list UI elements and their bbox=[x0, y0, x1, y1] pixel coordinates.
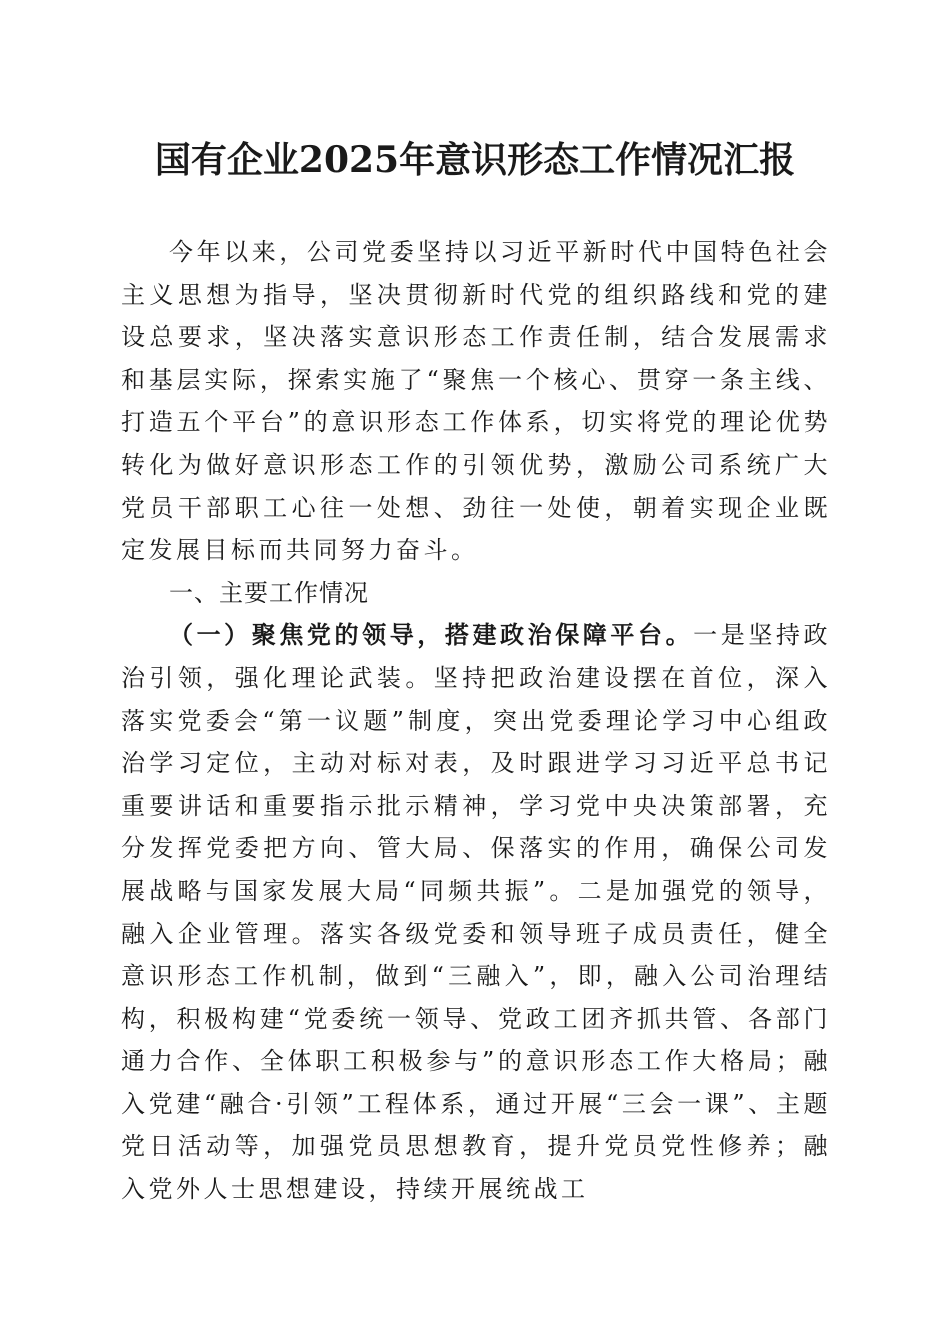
subsection-paragraph bbox=[121, 614, 831, 1210]
subsection-lead: （一）聚焦党的领导，搭建政治保障平台。 bbox=[169, 620, 694, 650]
subsection-text: 一是坚持政治引领，强化理论武装。坚持把政治建设摆在首位，深入落实党委会“第一议题”制度，突出党委理论学习中心组政治学习定位，主动对标对表，及时跟进学习习近平总书记重要讲话和重要指示批示精神，学习党中央决策部署，充分发挥党委把方向、管大局、保落实的作用，确保公司发展战略与国家发展大局“同频共振”。二是加强党的领导，融入企业管理。落实各级党委和领导班子成员责任，健全意识形态工作机制，做到“三融入”，即，融入公司治理结构，积极构建“党委统一领导、党政工团齐抓共管、各部门通力合作、全体职工积极参与”的意识形态工作大格局；融入党建“融合·引领”工程体系，通过开展“三会一课”、主题党日活动等，加强党员思想教育，提升党员党性修养；融入党外人士思想建设，持续开展统战工 bbox=[121, 621, 832, 1204]
document-title: 国有企业2025年意识形态工作情况汇报 bbox=[154, 139, 796, 181]
document-body bbox=[121, 231, 831, 1211]
section-heading: 一、主要工作情况 bbox=[169, 578, 369, 607]
intro-paragraph: 今年以来，公司党委坚持以习近平新时代中国特色社会主义思想为指导，坚决贯彻新时代党的组织路线和党的建设总要求，坚决落实意识形态工作责任制，结合发展需求和基层实际，探索实施了“聚焦一个核心、贯穿一条主线、打造五个平台”的意识形态工作体系，切实将党的理论优势转化为做好意识形态工作的引领优势，激励公司系统广大党员干部职工心往一处想、劲往一处使，朝着实现企业既定发展目标而共同努力奋斗。 bbox=[121, 238, 831, 565]
